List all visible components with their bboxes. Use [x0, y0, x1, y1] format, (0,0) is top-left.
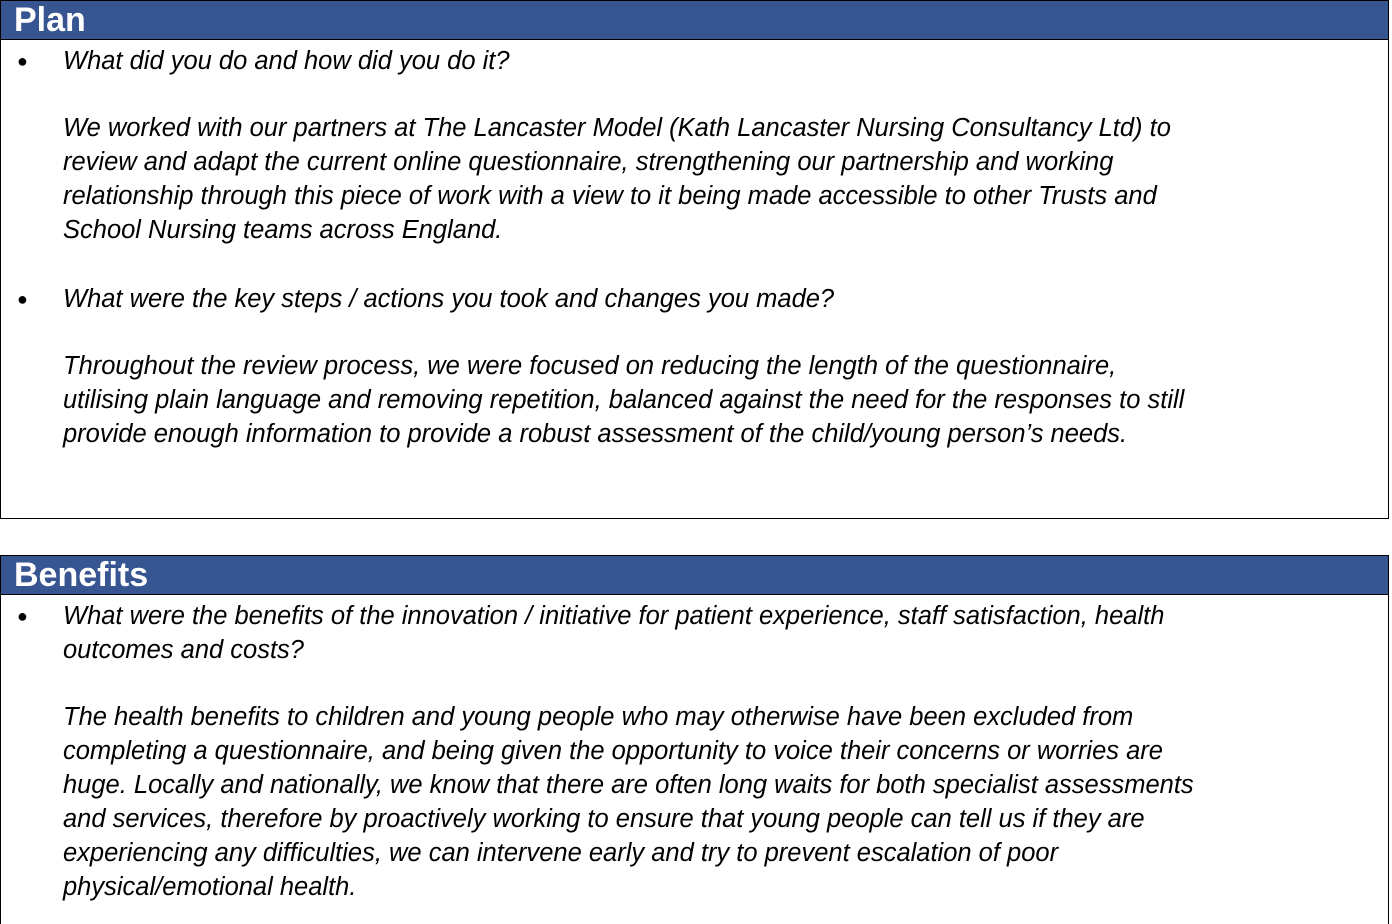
benefits-answer-line: physical/emotional health. [63, 873, 357, 901]
benefits-section [0, 555, 1389, 924]
benefits-header [1, 556, 1388, 595]
benefits-answer [63, 700, 1381, 904]
bullet-icon: ● [17, 51, 28, 71]
benefits-title: Benefits [14, 556, 149, 594]
plan-answer-2-line: Throughout the review process, we were focused on reducing the length of the questionnaire, [63, 352, 1117, 380]
benefits-question-line: What were the benefits of the innovation / initiative for patient experience, staff satisfaction, health [63, 602, 1165, 630]
plan-header [1, 1, 1388, 40]
benefits-answer-line: and services, therefore by proactively working to ensure that young people can tell us if they are [63, 805, 1145, 833]
benefits-answer-line: experiencing any difficulties, we can intervene early and try to prevent escalation of poor [63, 839, 1059, 867]
benefits-question [63, 599, 1381, 667]
plan-answer-2 [63, 349, 1381, 451]
plan-answer-1-line: We worked with our partners at The Lancaster Model (Kath Lancaster Nursing Consultancy Ltd) to [63, 114, 1171, 142]
plan-answer-1-line: School Nursing teams across England. [63, 216, 503, 244]
plan-answer-2-line: provide enough information to provide a robust assessment of the child/young person’s needs. [63, 420, 1128, 448]
benefits-answer-line: completing a questionnaire, and being given the opportunity to voice their concerns or worries are [63, 737, 1163, 765]
benefits-answer-line: huge. Locally and nationally, we know that there are often long waits for both specialist assessments [63, 771, 1194, 799]
bullet-icon: ● [17, 606, 28, 626]
plan-answer-1-line: relationship through this piece of work with a view to it being made accessible to other Trusts and [63, 182, 1157, 210]
benefits-question-line: outcomes and costs? [63, 636, 304, 664]
plan-answer-1-line: review and adapt the current online questionnaire, strengthening our partnership and working [63, 148, 1114, 176]
benefits-answer-line: The health benefits to children and young people who may otherwise have been excluded from [63, 703, 1134, 731]
plan-title: Plan [14, 1, 86, 39]
plan-answer-2-line: utilising plain language and removing repetition, balanced against the need for the responses to still [63, 386, 1185, 414]
plan-question-1-text: What did you do and how did you do it? [63, 47, 510, 75]
plan-answer-1 [63, 111, 1381, 247]
bullet-icon: ● [17, 289, 28, 309]
plan-question-2-text: What were the key steps / actions you took and changes you made? [63, 285, 835, 313]
plan-question-2 [63, 282, 1381, 316]
plan-question-1 [63, 44, 1381, 78]
